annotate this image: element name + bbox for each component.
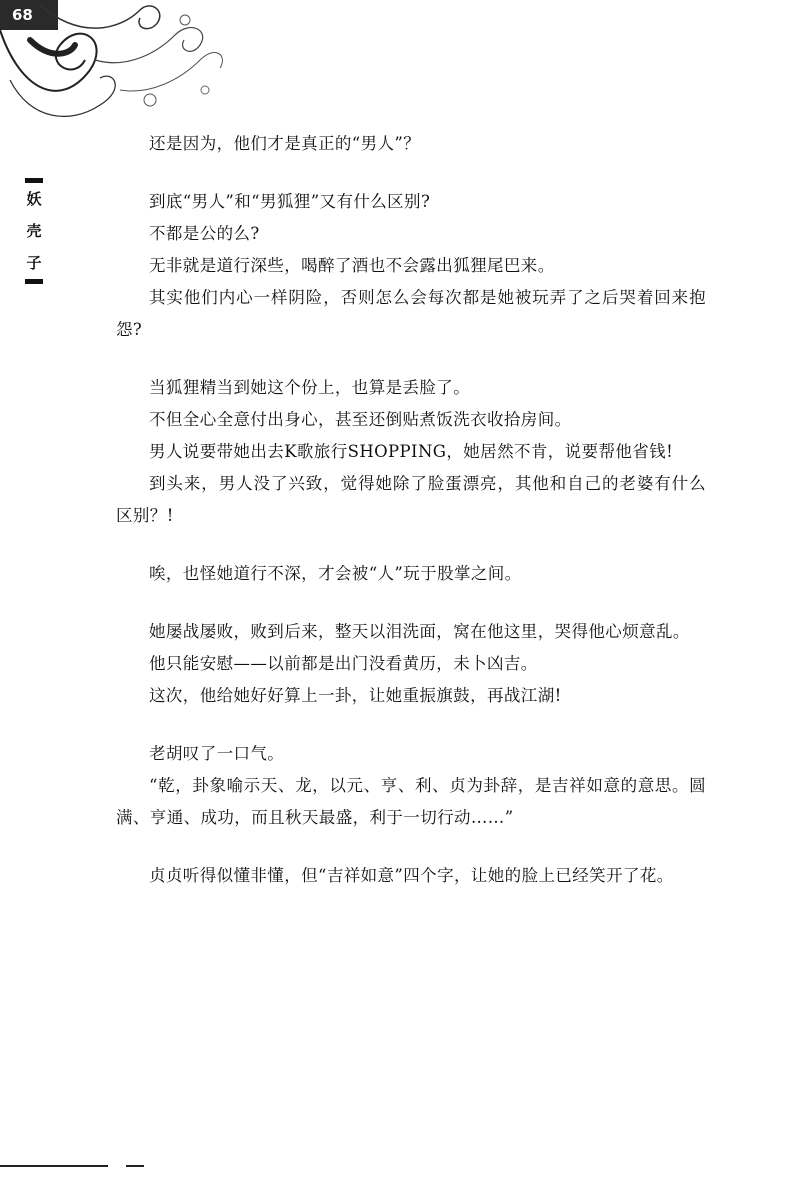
title-char: 壳 — [26, 222, 42, 240]
side-book-title — [22, 178, 46, 284]
title-char: 子 — [26, 254, 42, 272]
paragraph: 贞贞听得似懂非懂，但“吉祥如意”四个字，让她的脸上已经笑开了花。 — [149, 866, 674, 885]
paragraph: 唉，也怪她道行不深，才会被“人”玩于股掌之间。 — [149, 564, 522, 583]
paragraph: 他只能安慰——以前都是出门没看黄历，未卜凶吉。 — [149, 654, 538, 673]
paragraph: 这次，他给她好好算上一卦，让她重振旗鼓，再战江湖! — [149, 686, 562, 705]
paragraph: 当狐狸精当到她这个份上，也算是丢脸了。 — [149, 378, 471, 397]
title-bar-bottom — [25, 279, 43, 284]
paragraph: 老胡叹了一口气。 — [149, 744, 285, 763]
paragraph: 男人说要带她出去K歌旅行SHOPPING，她居然不肯，说要帮他省钱! — [149, 442, 674, 461]
paragraph: 无非就是道行深些，喝醉了酒也不会露出狐狸尾巴来。 — [149, 256, 555, 275]
paragraph: 不但全心全意付出身心，甚至还倒贴煮饭洗衣收拾房间。 — [149, 410, 572, 429]
paragraph: 她屡战屡败，败到后来，整天以泪洗面，窝在他这里，哭得他心烦意乱。 — [149, 622, 690, 641]
paragraph: 其实他们内心一样阴险，否则怎么会每次都是她被玩弄了之后哭着回来抱怨? — [116, 288, 706, 339]
paragraph: “乾，卦象喻示天、龙，以元、亨、利、贞为卦辞，是吉祥如意的意思。圆满、亨通、成功，而且秋天最盛，利于一切行动……” — [116, 776, 706, 827]
paragraph: 还是因为，他们才是真正的“男人”？ — [149, 134, 421, 153]
body-text — [116, 128, 706, 892]
page-number: 68 — [0, 0, 58, 30]
paragraph: 到底“男人”和“男狐狸”又有什么区别? — [149, 192, 431, 211]
swirl-ornament-icon — [0, 0, 230, 130]
bottom-rule — [0, 1165, 180, 1167]
paragraph: 不都是公的么? — [149, 224, 260, 243]
title-char: 妖 — [26, 190, 42, 208]
paragraph: 到头来，男人没了兴致，觉得她除了脸蛋漂亮，其他和自己的老婆有什么区别？! — [116, 474, 706, 525]
